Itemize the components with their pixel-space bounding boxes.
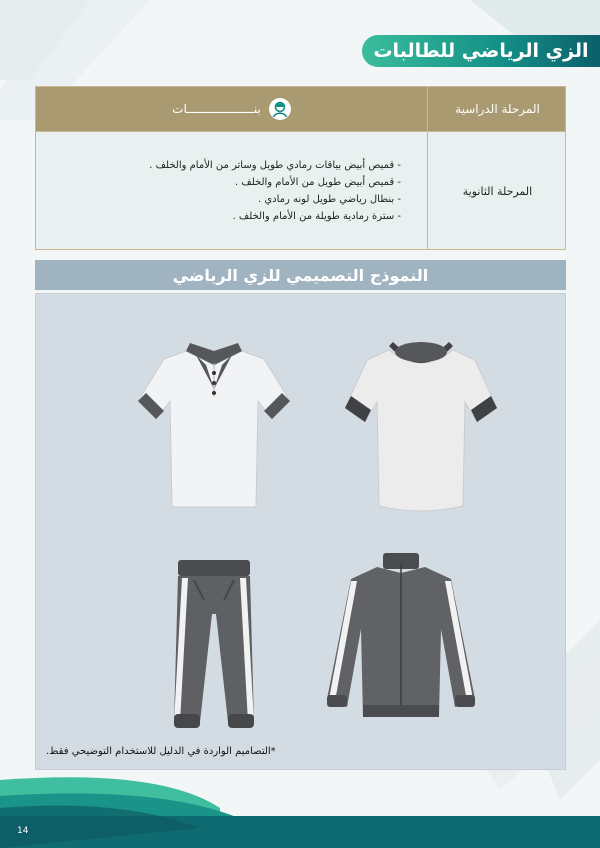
- stage-column-header: المرحلة الدراسية: [455, 102, 540, 116]
- list-item: - بنطال رياضي طويل لونه رمادي .: [257, 194, 401, 205]
- girls-header-label: بنـــــــــــــــــــات: [172, 102, 261, 116]
- jacket-image: [321, 549, 481, 731]
- uniform-description-list: [36, 132, 427, 250]
- design-image-panel: [35, 293, 566, 770]
- girl-avatar-icon: [269, 98, 291, 120]
- list-item: - قميص أبيض بياقات رمادي طويل وساتر من الأمام والخلف .: [149, 160, 401, 171]
- footer-decoration: [0, 768, 600, 848]
- disclaimer-note: *التصاميم الواردة في الدليل للاستخدام التوضيحي فقط.: [46, 746, 276, 757]
- design-section-title: النموذج التصميمي للزي الرياضي: [35, 260, 566, 290]
- uniform-table: [35, 86, 566, 250]
- stage-value: المرحلة الثانوية: [462, 184, 533, 198]
- list-item: - سترة رمادية طويلة من الأمام والخلف .: [232, 211, 401, 222]
- tshirt-image: [341, 336, 501, 516]
- page-number: 14: [17, 826, 29, 836]
- girls-column-header: [36, 87, 427, 131]
- list-item: - قميص أبيض طويل من الأمام والخلف .: [235, 177, 401, 188]
- polo-shirt-image: [134, 339, 294, 514]
- sweatpants-image: [164, 554, 264, 736]
- page-title: الزي الرياضي للطالبات: [362, 35, 600, 67]
